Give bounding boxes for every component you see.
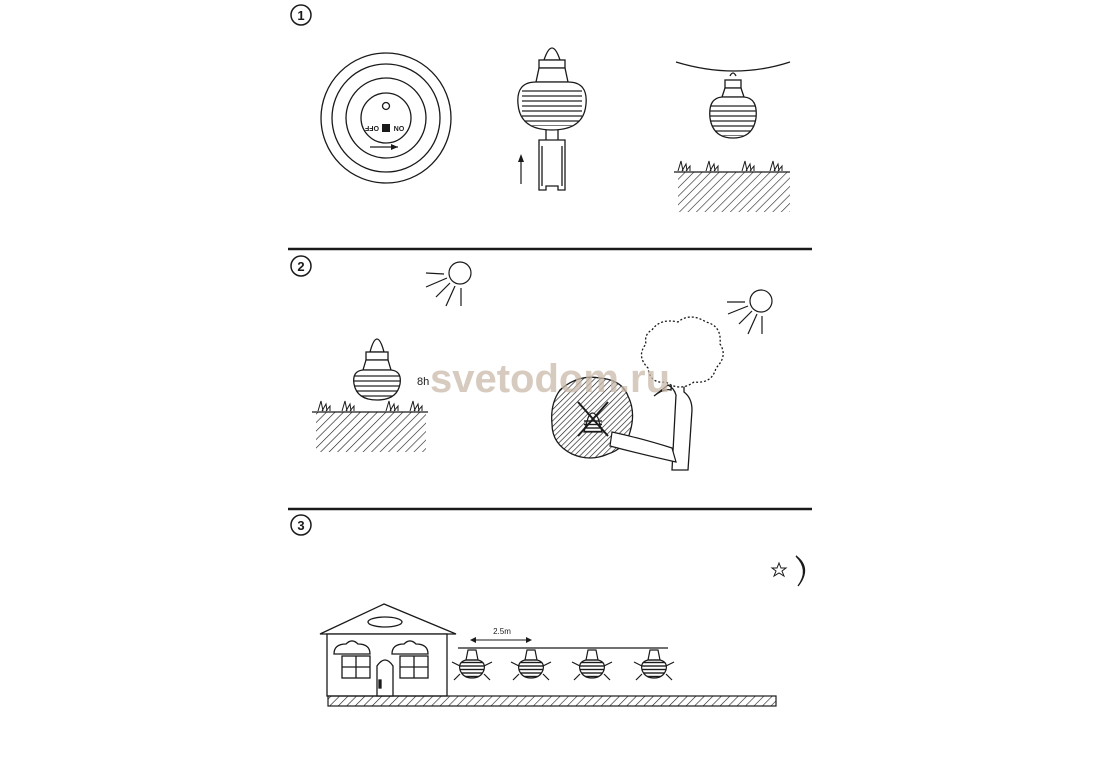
switch-off-label: OFF xyxy=(365,124,379,131)
distance-arrow-icon xyxy=(470,637,532,643)
house-illustration xyxy=(320,604,456,696)
moon-icon xyxy=(796,556,805,586)
step-1-number: 1 xyxy=(297,8,305,23)
charging-lantern xyxy=(352,339,402,400)
charge-time-label: 8h xyxy=(417,376,430,388)
string-lantern xyxy=(452,650,492,680)
string-lantern xyxy=(634,650,674,680)
light-top-view xyxy=(321,53,451,183)
sun-icon xyxy=(727,290,772,334)
watermark: svetodom.ru xyxy=(429,357,671,401)
lantern-with-stake xyxy=(518,48,586,190)
star-icon xyxy=(772,563,786,576)
spacing-label: 2.5m xyxy=(493,627,511,636)
switch-on-label: ON xyxy=(393,124,405,131)
ground-2 xyxy=(312,401,428,452)
step-1-marker xyxy=(291,5,311,25)
string-lantern xyxy=(572,650,612,680)
insert-arrow-icon xyxy=(518,154,524,184)
slide-arrow-icon xyxy=(370,144,398,150)
step-3-number: 3 xyxy=(297,518,305,533)
step-2-number: 2 xyxy=(297,259,305,274)
ground-3 xyxy=(328,696,776,706)
ground-1 xyxy=(674,161,790,212)
string-lantern xyxy=(511,650,551,680)
power-switch[interactable] xyxy=(364,124,404,132)
hanging-lantern xyxy=(676,62,790,138)
step-3-marker xyxy=(291,515,311,535)
sun-icon xyxy=(426,262,471,306)
step-2-marker xyxy=(291,256,311,276)
